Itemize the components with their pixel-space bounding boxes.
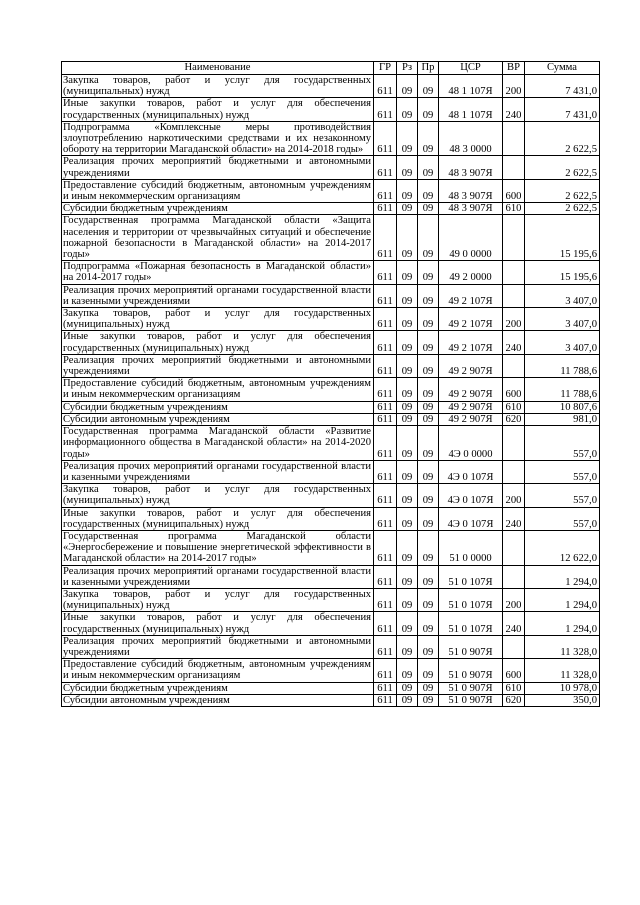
header-pr: Пр bbox=[418, 62, 439, 75]
row-gr-cell: 611 bbox=[374, 460, 397, 483]
row-sum-cell: 981,0 bbox=[525, 413, 600, 425]
row-rz-cell: 09 bbox=[397, 460, 418, 483]
row-vr-cell: 200 bbox=[503, 588, 525, 611]
row-name-cell: Реализация прочих мероприятий бюджетными и автономными учреждениями bbox=[62, 156, 374, 179]
row-sum-cell: 11 788,6 bbox=[525, 378, 600, 401]
row-rz-cell: 09 bbox=[397, 261, 418, 284]
row-name-cell: Государственная программа Магаданской области «Энергосбережение и повышение энергетической эффективности в Магаданской области» на 2014-2017 годы» bbox=[62, 530, 374, 565]
row-sum-cell: 11 328,0 bbox=[525, 659, 600, 682]
row-csr-cell: 48 1 107Я bbox=[439, 75, 503, 98]
row-gr-cell: 611 bbox=[374, 612, 397, 635]
row-pr-cell: 09 bbox=[418, 612, 439, 635]
row-pr-cell: 09 bbox=[418, 484, 439, 507]
row-name-cell: Закупка товаров, работ и услуг для государственных (муниципальных) нужд bbox=[62, 484, 374, 507]
row-rz-cell: 09 bbox=[397, 203, 418, 215]
row-rz-cell: 09 bbox=[397, 507, 418, 530]
row-sum-cell: 557,0 bbox=[525, 426, 600, 461]
row-name-cell: Реализация прочих мероприятий органами государственной власти и казенными учреждениями bbox=[62, 284, 374, 307]
row-rz-cell: 09 bbox=[397, 121, 418, 156]
row-name-cell: Субсидии бюджетным учреждениям bbox=[62, 401, 374, 413]
row-name-cell: Реализация прочих мероприятий органами государственной власти и казенными учреждениями bbox=[62, 565, 374, 588]
row-gr-cell: 611 bbox=[374, 215, 397, 261]
row-pr-cell: 09 bbox=[418, 121, 439, 156]
row-name-cell: Предоставление субсидий бюджетным, автономным учреждениям и иным некоммерческим организациям bbox=[62, 378, 374, 401]
table-row bbox=[62, 308, 600, 331]
row-vr-cell bbox=[503, 284, 525, 307]
row-pr-cell: 09 bbox=[418, 98, 439, 121]
row-pr-cell: 09 bbox=[418, 635, 439, 658]
table-row bbox=[62, 179, 600, 202]
row-gr-cell: 611 bbox=[374, 694, 397, 706]
row-csr-cell: 48 3 907Я bbox=[439, 179, 503, 202]
row-gr-cell: 611 bbox=[374, 682, 397, 694]
table-row bbox=[62, 588, 600, 611]
row-gr-cell: 611 bbox=[374, 75, 397, 98]
row-vr-cell: 610 bbox=[503, 401, 525, 413]
table-row bbox=[62, 378, 600, 401]
row-pr-cell: 09 bbox=[418, 565, 439, 588]
row-rz-cell: 09 bbox=[397, 354, 418, 377]
row-csr-cell: 49 2 107Я bbox=[439, 284, 503, 307]
row-gr-cell: 611 bbox=[374, 308, 397, 331]
row-rz-cell: 09 bbox=[397, 413, 418, 425]
row-pr-cell: 09 bbox=[418, 530, 439, 565]
row-vr-cell bbox=[503, 565, 525, 588]
row-gr-cell: 611 bbox=[374, 413, 397, 425]
table-row bbox=[62, 659, 600, 682]
row-vr-cell: 600 bbox=[503, 378, 525, 401]
row-vr-cell bbox=[503, 354, 525, 377]
row-name-cell: Иные закупки товаров, работ и услуг для обеспечения государственных (муниципальных) нужд bbox=[62, 331, 374, 354]
row-name-cell: Иные закупки товаров, работ и услуг для обеспечения государственных (муниципальных) нужд bbox=[62, 612, 374, 635]
row-sum-cell: 557,0 bbox=[525, 507, 600, 530]
header-rz: Рз bbox=[397, 62, 418, 75]
row-sum-cell: 3 407,0 bbox=[525, 331, 600, 354]
row-gr-cell: 611 bbox=[374, 98, 397, 121]
row-csr-cell: 51 0 0000 bbox=[439, 530, 503, 565]
row-gr-cell: 611 bbox=[374, 530, 397, 565]
row-rz-cell: 09 bbox=[397, 179, 418, 202]
row-rz-cell: 09 bbox=[397, 694, 418, 706]
row-gr-cell: 611 bbox=[374, 354, 397, 377]
row-pr-cell: 09 bbox=[418, 75, 439, 98]
row-pr-cell: 09 bbox=[418, 215, 439, 261]
row-vr-cell bbox=[503, 121, 525, 156]
row-name-cell: Иные закупки товаров, работ и услуг для обеспечения государственных (муниципальных) нужд bbox=[62, 507, 374, 530]
row-sum-cell: 11 788,6 bbox=[525, 354, 600, 377]
row-csr-cell: 49 2 907Я bbox=[439, 413, 503, 425]
table-row bbox=[62, 413, 600, 425]
row-name-cell: Предоставление субсидий бюджетным, автономным учреждениям и иным некоммерческим организациям bbox=[62, 179, 374, 202]
row-gr-cell: 611 bbox=[374, 635, 397, 658]
row-pr-cell: 09 bbox=[418, 308, 439, 331]
table-row bbox=[62, 426, 600, 461]
row-sum-cell: 557,0 bbox=[525, 460, 600, 483]
row-name-cell: Реализация прочих мероприятий бюджетными и автономными учреждениями bbox=[62, 635, 374, 658]
row-vr-cell bbox=[503, 460, 525, 483]
table-row bbox=[62, 331, 600, 354]
row-vr-cell: 620 bbox=[503, 694, 525, 706]
header-sum: Сумма bbox=[525, 62, 600, 75]
row-gr-cell: 611 bbox=[374, 179, 397, 202]
table-body bbox=[62, 75, 600, 707]
row-gr-cell: 611 bbox=[374, 401, 397, 413]
row-name-cell: Реализация прочих мероприятий органами государственной власти и казенными учреждениями bbox=[62, 460, 374, 483]
row-sum-cell: 2 622,5 bbox=[525, 203, 600, 215]
row-pr-cell: 09 bbox=[418, 401, 439, 413]
row-csr-cell: 51 0 907Я bbox=[439, 682, 503, 694]
row-vr-cell bbox=[503, 261, 525, 284]
row-gr-cell: 611 bbox=[374, 331, 397, 354]
row-gr-cell: 611 bbox=[374, 588, 397, 611]
table-row bbox=[62, 682, 600, 694]
table-header-row bbox=[62, 62, 600, 75]
row-csr-cell: 4Э 0 107Я bbox=[439, 460, 503, 483]
table-row bbox=[62, 635, 600, 658]
row-pr-cell: 09 bbox=[418, 354, 439, 377]
row-name-cell: Закупка товаров, работ и услуг для государственных (муниципальных) нужд bbox=[62, 308, 374, 331]
row-vr-cell: 240 bbox=[503, 331, 525, 354]
row-gr-cell: 611 bbox=[374, 565, 397, 588]
row-sum-cell: 7 431,0 bbox=[525, 98, 600, 121]
table-row bbox=[62, 507, 600, 530]
table-row bbox=[62, 98, 600, 121]
row-sum-cell: 15 195,6 bbox=[525, 215, 600, 261]
row-vr-cell: 240 bbox=[503, 612, 525, 635]
row-rz-cell: 09 bbox=[397, 308, 418, 331]
row-gr-cell: 611 bbox=[374, 426, 397, 461]
row-pr-cell: 09 bbox=[418, 261, 439, 284]
row-name-cell: Закупка товаров, работ и услуг для государственных (муниципальных) нужд bbox=[62, 75, 374, 98]
row-name-cell: Подпрограмма «Комплексные меры противодействия злоупотреблению наркотическими средствами и их незаконному обороту на территории Магаданской области» на 2014-2018 годы» bbox=[62, 121, 374, 156]
row-rz-cell: 09 bbox=[397, 659, 418, 682]
row-pr-cell: 09 bbox=[418, 460, 439, 483]
row-csr-cell: 51 0 107Я bbox=[439, 588, 503, 611]
row-pr-cell: 09 bbox=[418, 156, 439, 179]
row-csr-cell: 4Э 0 107Я bbox=[439, 484, 503, 507]
row-name-cell: Субсидии бюджетным учреждениям bbox=[62, 203, 374, 215]
row-csr-cell: 49 0 0000 bbox=[439, 215, 503, 261]
row-vr-cell bbox=[503, 215, 525, 261]
row-vr-cell bbox=[503, 635, 525, 658]
row-csr-cell: 49 2 907Я bbox=[439, 401, 503, 413]
row-sum-cell: 3 407,0 bbox=[525, 308, 600, 331]
table-row bbox=[62, 203, 600, 215]
table-row bbox=[62, 530, 600, 565]
row-name-cell: Субсидии бюджетным учреждениям bbox=[62, 682, 374, 694]
row-pr-cell: 09 bbox=[418, 694, 439, 706]
row-vr-cell: 610 bbox=[503, 682, 525, 694]
row-sum-cell: 7 431,0 bbox=[525, 75, 600, 98]
row-csr-cell: 48 1 107Я bbox=[439, 98, 503, 121]
row-sum-cell: 2 622,5 bbox=[525, 156, 600, 179]
row-gr-cell: 611 bbox=[374, 284, 397, 307]
row-gr-cell: 611 bbox=[374, 203, 397, 215]
row-csr-cell: 51 0 907Я bbox=[439, 659, 503, 682]
table-row bbox=[62, 215, 600, 261]
document-page bbox=[61, 61, 599, 707]
row-name-cell: Субсидии автономным учреждениям bbox=[62, 413, 374, 425]
row-csr-cell: 49 2 0000 bbox=[439, 261, 503, 284]
row-csr-cell: 48 3 907Я bbox=[439, 156, 503, 179]
row-gr-cell: 611 bbox=[374, 156, 397, 179]
row-vr-cell bbox=[503, 530, 525, 565]
table-row bbox=[62, 484, 600, 507]
row-rz-cell: 09 bbox=[397, 98, 418, 121]
row-csr-cell: 51 0 107Я bbox=[439, 612, 503, 635]
row-rz-cell: 09 bbox=[397, 75, 418, 98]
row-sum-cell: 15 195,6 bbox=[525, 261, 600, 284]
table-row bbox=[62, 284, 600, 307]
row-vr-cell: 240 bbox=[503, 98, 525, 121]
row-vr-cell bbox=[503, 426, 525, 461]
row-gr-cell: 611 bbox=[374, 484, 397, 507]
row-rz-cell: 09 bbox=[397, 682, 418, 694]
row-pr-cell: 09 bbox=[418, 659, 439, 682]
row-rz-cell: 09 bbox=[397, 331, 418, 354]
row-gr-cell: 611 bbox=[374, 261, 397, 284]
row-rz-cell: 09 bbox=[397, 215, 418, 261]
row-vr-cell: 600 bbox=[503, 179, 525, 202]
table-row bbox=[62, 694, 600, 706]
table-row bbox=[62, 75, 600, 98]
row-gr-cell: 611 bbox=[374, 378, 397, 401]
row-rz-cell: 09 bbox=[397, 530, 418, 565]
row-sum-cell: 1 294,0 bbox=[525, 588, 600, 611]
row-gr-cell: 611 bbox=[374, 121, 397, 156]
row-vr-cell: 200 bbox=[503, 308, 525, 331]
header-csr: ЦСР bbox=[439, 62, 503, 75]
row-vr-cell bbox=[503, 156, 525, 179]
row-pr-cell: 09 bbox=[418, 588, 439, 611]
row-vr-cell: 610 bbox=[503, 203, 525, 215]
row-csr-cell: 49 2 107Я bbox=[439, 331, 503, 354]
row-pr-cell: 09 bbox=[418, 682, 439, 694]
row-csr-cell: 49 2 107Я bbox=[439, 308, 503, 331]
row-name-cell: Иные закупки товаров, работ и услуг для обеспечения государственных (муниципальных) нужд bbox=[62, 98, 374, 121]
row-csr-cell: 51 0 107Я bbox=[439, 565, 503, 588]
row-rz-cell: 09 bbox=[397, 401, 418, 413]
row-pr-cell: 09 bbox=[418, 331, 439, 354]
table-row bbox=[62, 261, 600, 284]
header-name: Наименование bbox=[62, 62, 374, 75]
row-name-cell: Реализация прочих мероприятий бюджетными и автономными учреждениями bbox=[62, 354, 374, 377]
row-name-cell: Подпрограмма «Пожарная безопасность в Магаданской области» на 2014-2017 годы» bbox=[62, 261, 374, 284]
row-name-cell: Субсидии автономным учреждениям bbox=[62, 694, 374, 706]
row-sum-cell: 10 978,0 bbox=[525, 682, 600, 694]
row-csr-cell: 4Э 0 0000 bbox=[439, 426, 503, 461]
header-vr: ВР bbox=[503, 62, 525, 75]
table-row bbox=[62, 354, 600, 377]
row-rz-cell: 09 bbox=[397, 484, 418, 507]
row-rz-cell: 09 bbox=[397, 588, 418, 611]
row-name-cell: Государственная программа Магаданской области «Развитие информационного общества в Магаданской области» на 2014-2020 годы» bbox=[62, 426, 374, 461]
row-pr-cell: 09 bbox=[418, 284, 439, 307]
row-sum-cell: 350,0 bbox=[525, 694, 600, 706]
row-rz-cell: 09 bbox=[397, 426, 418, 461]
row-gr-cell: 611 bbox=[374, 507, 397, 530]
row-pr-cell: 09 bbox=[418, 179, 439, 202]
row-vr-cell: 620 bbox=[503, 413, 525, 425]
row-gr-cell: 611 bbox=[374, 659, 397, 682]
row-sum-cell: 3 407,0 bbox=[525, 284, 600, 307]
row-csr-cell: 4Э 0 107Я bbox=[439, 507, 503, 530]
table-row bbox=[62, 565, 600, 588]
row-pr-cell: 09 bbox=[418, 426, 439, 461]
row-rz-cell: 09 bbox=[397, 156, 418, 179]
row-csr-cell: 51 0 907Я bbox=[439, 635, 503, 658]
row-pr-cell: 09 bbox=[418, 203, 439, 215]
row-sum-cell: 1 294,0 bbox=[525, 565, 600, 588]
budget-table bbox=[61, 61, 600, 707]
row-rz-cell: 09 bbox=[397, 565, 418, 588]
row-rz-cell: 09 bbox=[397, 612, 418, 635]
row-vr-cell: 200 bbox=[503, 484, 525, 507]
row-vr-cell: 600 bbox=[503, 659, 525, 682]
row-rz-cell: 09 bbox=[397, 284, 418, 307]
row-csr-cell: 51 0 907Я bbox=[439, 694, 503, 706]
row-sum-cell: 557,0 bbox=[525, 484, 600, 507]
row-sum-cell: 12 622,0 bbox=[525, 530, 600, 565]
row-csr-cell: 49 2 907Я bbox=[439, 354, 503, 377]
row-name-cell: Государственная программа Магаданской области «Защита населения и территории от чрезвычайных ситуаций и обеспечение пожарной безопасности в Магаданской области» на 2014-2017 годы» bbox=[62, 215, 374, 261]
row-rz-cell: 09 bbox=[397, 378, 418, 401]
table-row bbox=[62, 612, 600, 635]
row-pr-cell: 09 bbox=[418, 378, 439, 401]
row-pr-cell: 09 bbox=[418, 413, 439, 425]
row-name-cell: Предоставление субсидий бюджетным, автономным учреждениям и иным некоммерческим организациям bbox=[62, 659, 374, 682]
row-sum-cell: 1 294,0 bbox=[525, 612, 600, 635]
row-rz-cell: 09 bbox=[397, 635, 418, 658]
table-row bbox=[62, 156, 600, 179]
row-csr-cell: 48 3 907Я bbox=[439, 203, 503, 215]
table-row bbox=[62, 401, 600, 413]
row-sum-cell: 2 622,5 bbox=[525, 179, 600, 202]
row-vr-cell: 240 bbox=[503, 507, 525, 530]
row-vr-cell: 200 bbox=[503, 75, 525, 98]
row-name-cell: Закупка товаров, работ и услуг для государственных (муниципальных) нужд bbox=[62, 588, 374, 611]
row-csr-cell: 48 3 0000 bbox=[439, 121, 503, 156]
row-pr-cell: 09 bbox=[418, 507, 439, 530]
row-sum-cell: 10 807,6 bbox=[525, 401, 600, 413]
row-sum-cell: 2 622,5 bbox=[525, 121, 600, 156]
row-csr-cell: 49 2 907Я bbox=[439, 378, 503, 401]
header-gr: ГР bbox=[374, 62, 397, 75]
table-row bbox=[62, 121, 600, 156]
table-row bbox=[62, 460, 600, 483]
row-sum-cell: 11 328,0 bbox=[525, 635, 600, 658]
